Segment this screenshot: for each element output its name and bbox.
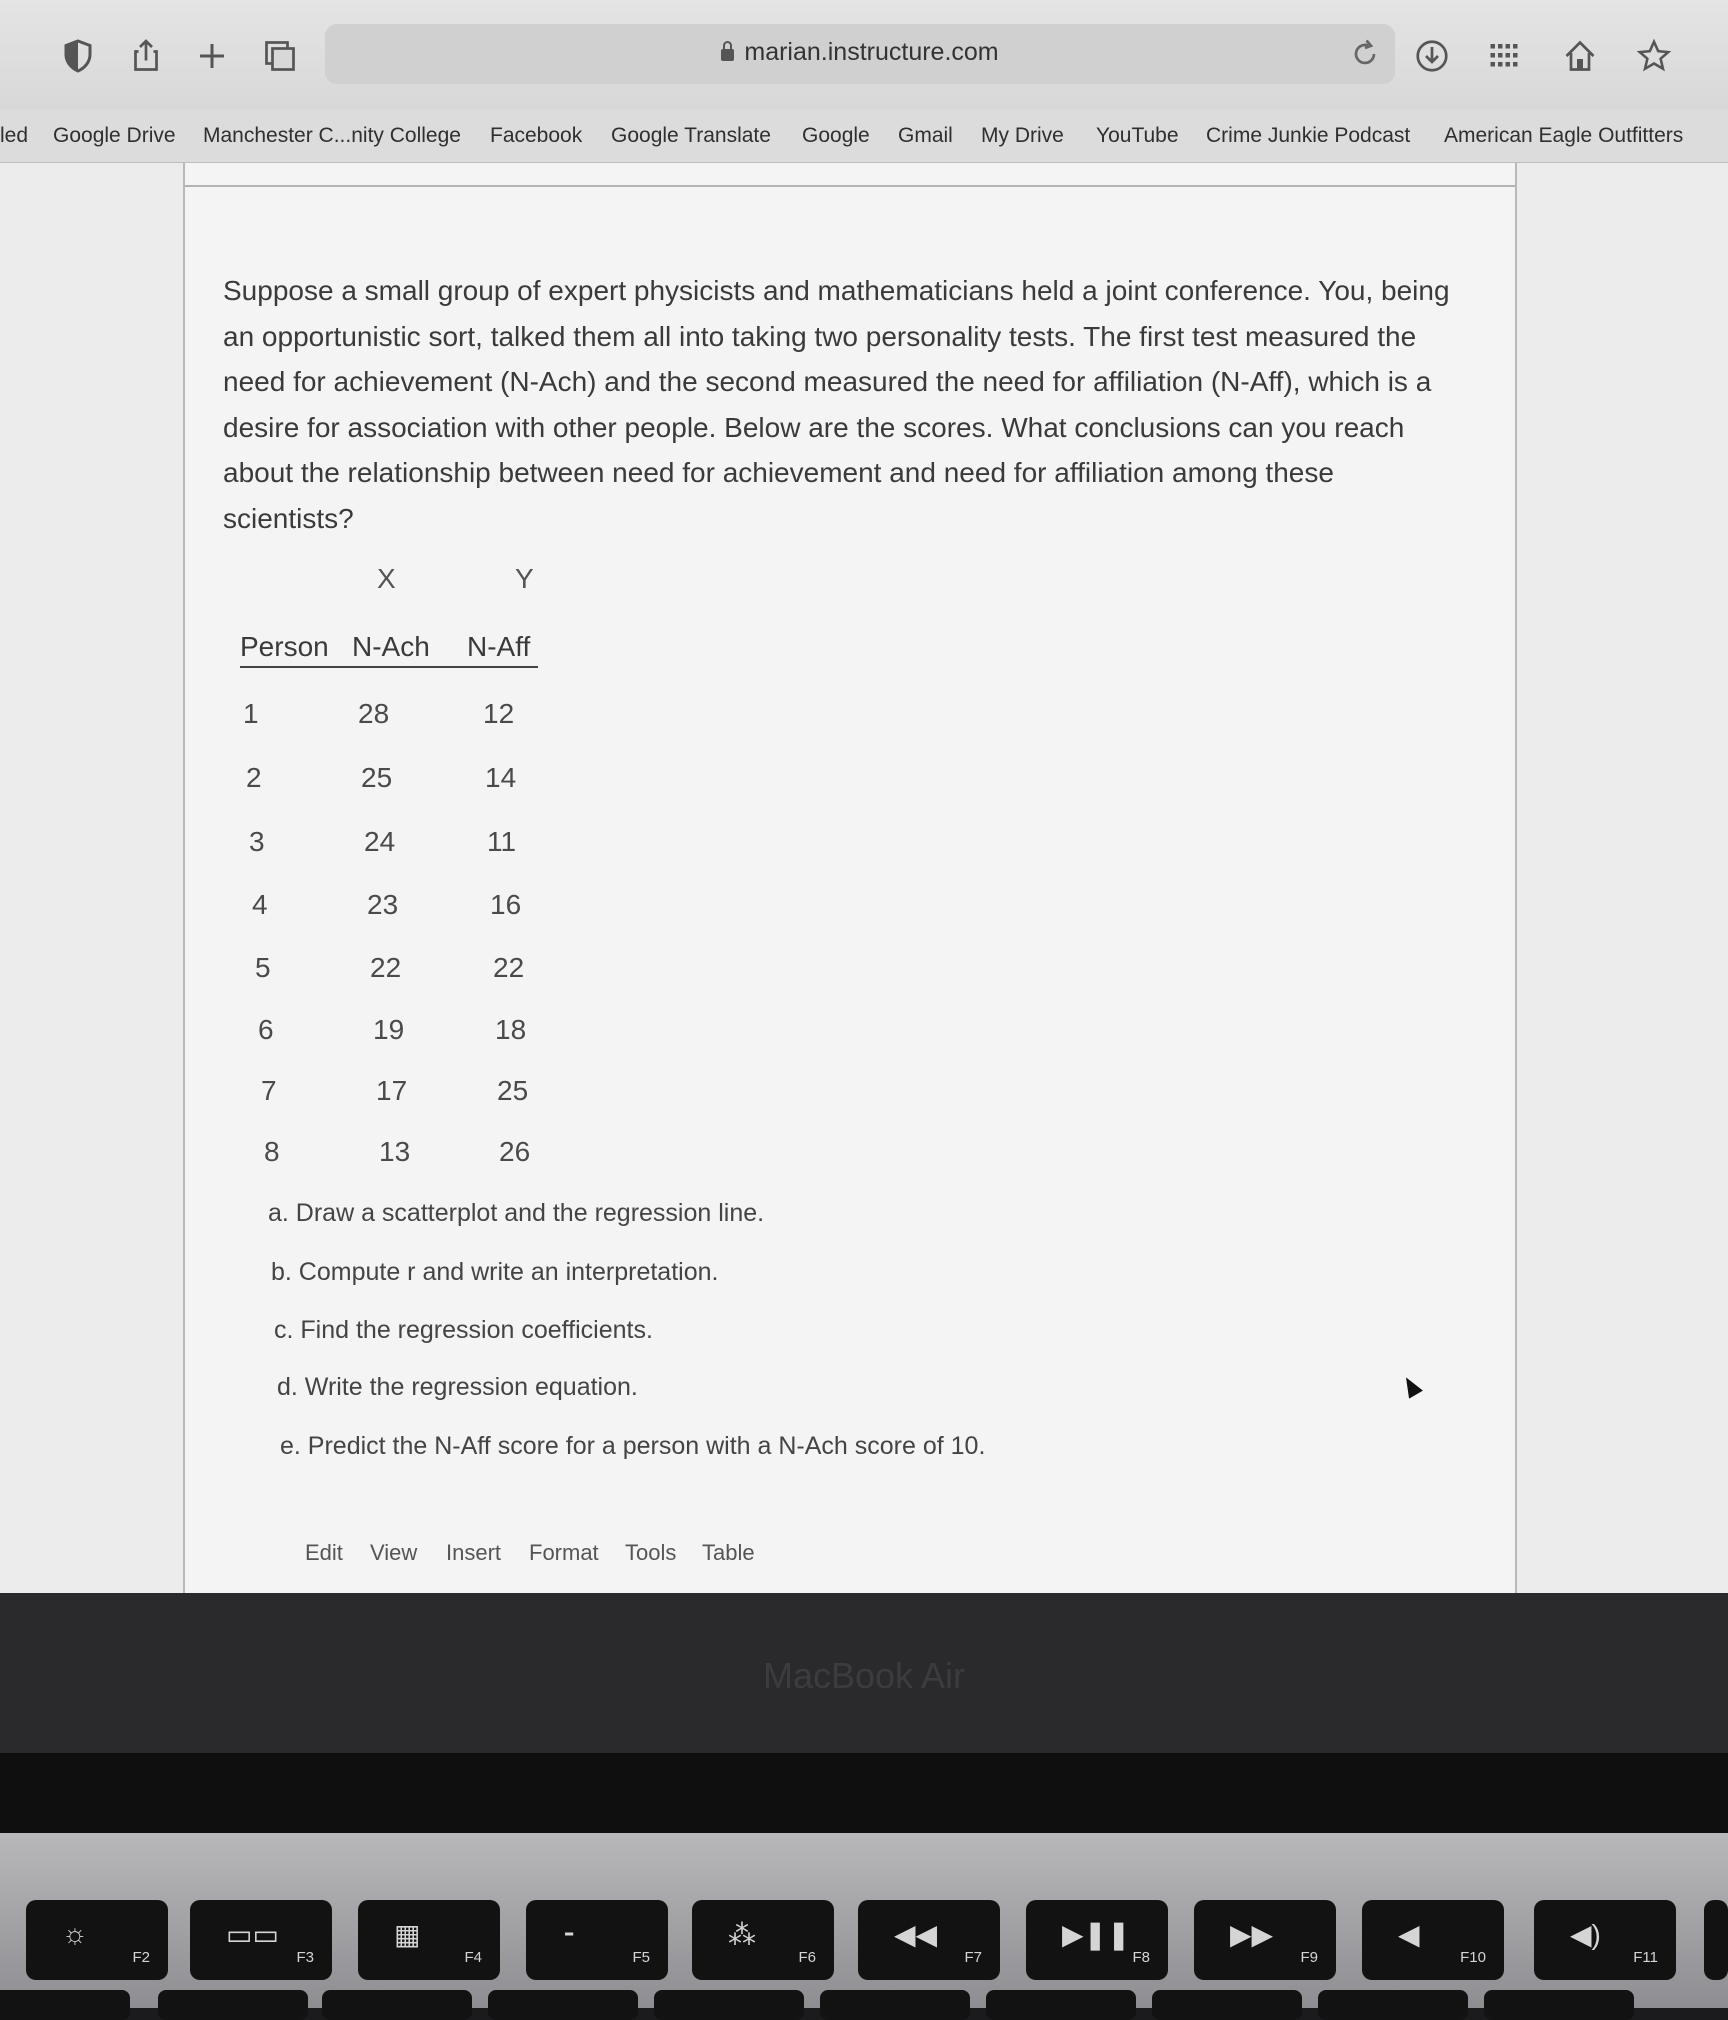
device-brand: MacBook Air (762, 1655, 966, 1696)
table-cell-person: 4 (252, 889, 268, 920)
table-cell-n-aff: 26 (499, 1136, 531, 1167)
question-line: need for achievement (N-Ach) and the second measured the need for affiliation (N-Aff), which is a (223, 366, 1432, 397)
play-pause-icon: ▶❚❚ (1062, 1919, 1131, 1950)
table-cell-n-aff: 22 (493, 952, 525, 983)
keyboard-key[interactable] (158, 1990, 308, 2020)
key-label: F9 (1300, 1949, 1318, 1966)
mute-key[interactable] (1362, 1900, 1504, 1980)
question-line: Suppose a small group of expert physicists and mathematicians held a joint conference. You, being (223, 275, 1450, 306)
url-text: marian.instructure.com (744, 38, 999, 66)
key-label: F7 (964, 1949, 982, 1966)
volume-up-key[interactable] (1704, 1900, 1728, 1980)
browser-toolbar (0, 0, 1728, 110)
menu-view[interactable]: View (370, 1540, 418, 1565)
bookmark-item[interactable]: Google Drive (53, 124, 176, 147)
question-line: desire for association with other people. Below are the scores. What conclusions can you reach (223, 411, 1405, 443)
bookmark-star-icon[interactable] (1632, 34, 1676, 78)
bookmark-item[interactable]: Google Translate (611, 124, 771, 147)
bookmark-item[interactable]: American Eagle Outfitters (1444, 124, 1684, 147)
bookmark-item[interactable]: led (0, 124, 29, 147)
table-cell-n-ach: 17 (376, 1075, 408, 1106)
volume-down-key[interactable] (1534, 1900, 1676, 1980)
fast-forward-icon: ▶▶ (1230, 1919, 1274, 1950)
mission-control-key[interactable] (190, 1900, 332, 1980)
key-label: F3 (296, 1949, 314, 1966)
keyboard-light-down-key[interactable] (526, 1900, 668, 1980)
bookmark-item[interactable]: Gmail (898, 124, 953, 147)
bookmarks-bar (0, 110, 1728, 163)
menu-edit[interactable]: Edit (305, 1540, 343, 1565)
table-cell-n-ach: 22 (370, 952, 402, 983)
volume-down-icon: ◀) (1570, 1919, 1601, 1950)
table-cell-person: 6 (258, 1014, 274, 1045)
privacy-shield-icon[interactable] (56, 34, 100, 78)
question-panel (183, 163, 1517, 1593)
table-cell-n-ach: 28 (358, 698, 390, 729)
laptop-hinge (0, 1753, 1728, 1833)
column-header-person: Person (240, 631, 329, 662)
table-cell-person: 8 (264, 1136, 280, 1167)
table-cell-person: 1 (243, 698, 259, 729)
reload-icon[interactable] (1343, 32, 1387, 76)
key-label: F5 (632, 1949, 650, 1966)
key-label: F11 (1633, 1949, 1658, 1966)
fast-forward-key[interactable] (1194, 1900, 1336, 1980)
table-cell-n-aff: 11 (487, 826, 517, 857)
table-cell-n-ach: 23 (367, 889, 399, 920)
key-label: F10 (1460, 1949, 1486, 1966)
question-text (223, 268, 1483, 541)
keyboard-key[interactable] (1152, 1990, 1302, 2020)
play-pause-key[interactable] (1026, 1900, 1168, 1980)
keyboard-light-up-key[interactable] (692, 1900, 834, 1980)
subquestion-a: a. Draw a scatterplot and the regression line. (268, 1199, 765, 1227)
brightness-up-key[interactable] (26, 1900, 168, 1980)
table-cell-n-ach: 13 (379, 1136, 411, 1167)
column-header-n-aff: N-Aff (467, 631, 531, 662)
rewind-icon: ◀◀ (894, 1919, 938, 1950)
keyboard-key[interactable] (322, 1990, 472, 2020)
key-label: F8 (1132, 1949, 1150, 1966)
menu-insert[interactable]: Insert (446, 1540, 502, 1565)
question-line: an opportunistic sort, talked them all into taking two personality tests. The first test measured the (223, 320, 1417, 352)
keyboard-key[interactable] (986, 1990, 1136, 2020)
menu-tools[interactable]: Tools (625, 1540, 677, 1565)
subquestion-c: c. Find the regression coefficients. (274, 1316, 653, 1344)
key-label: F2 (132, 1949, 150, 1966)
keyboard-key[interactable] (0, 1990, 130, 2020)
lock-icon (721, 49, 734, 61)
table-cell-person: 3 (249, 826, 265, 857)
mouse-cursor (1399, 1373, 1423, 1398)
table-cell-person: 7 (261, 1075, 277, 1106)
bookmark-item[interactable]: YouTube (1096, 124, 1179, 147)
table-cell-n-aff: 16 (490, 889, 522, 920)
table-cell-n-aff: 12 (483, 698, 515, 729)
mute-icon: ◀ (1398, 1919, 1420, 1950)
key-label: F6 (798, 1949, 816, 1966)
brightness-icon: ☼ (62, 1918, 88, 1949)
address-bar[interactable] (325, 24, 1395, 84)
home-icon[interactable] (1558, 34, 1602, 78)
rewind-key[interactable] (858, 1900, 1000, 1980)
bookmark-item[interactable]: Google (802, 124, 870, 147)
table-cell-n-aff: 25 (497, 1075, 529, 1106)
key-label: F4 (464, 1949, 482, 1966)
bookmark-item[interactable]: Facebook (490, 124, 583, 147)
bookmark-item[interactable]: Crime Junkie Podcast (1206, 124, 1411, 147)
keyboard-light-icon: ⁃ (562, 1919, 576, 1950)
column-header-n-ach: N-Ach (352, 631, 430, 662)
table-cell-n-ach: 24 (364, 826, 396, 857)
tabs-overview-icon[interactable] (258, 34, 302, 78)
table-cell-person: 5 (255, 952, 271, 983)
new-tab-icon[interactable] (190, 34, 234, 78)
bookmark-item[interactable]: Manchester C...nity College (203, 124, 461, 147)
keyboard-key[interactable] (488, 1990, 638, 2020)
subquestion-b: b. Compute r and write an interpretation. (271, 1258, 719, 1286)
share-icon[interactable] (124, 34, 168, 78)
url-display[interactable] (325, 38, 1395, 67)
table-cell-n-ach: 19 (373, 1014, 405, 1045)
keyboard-key[interactable] (1318, 1990, 1468, 2020)
launchpad-icon: ▦ (394, 1919, 421, 1950)
keyboard-key[interactable] (820, 1990, 970, 2020)
mission-control-icon: ▭▭ (226, 1919, 279, 1950)
panel-divider (185, 185, 1515, 187)
table-cell-person: 2 (246, 762, 262, 793)
table-cell-n-ach: 25 (361, 762, 393, 793)
laptop-bezel (0, 1593, 1728, 1753)
axis-y-label: Y (515, 563, 534, 594)
question-line: scientists? (223, 502, 354, 534)
app-grid-icon[interactable] (1482, 34, 1526, 78)
menu-format[interactable]: Format (529, 1540, 599, 1565)
keyboard-key[interactable] (1484, 1990, 1634, 2020)
axis-x-label: X (377, 563, 396, 594)
bookmark-item[interactable]: My Drive (981, 124, 1064, 147)
downloads-icon[interactable] (1410, 34, 1454, 78)
subquestion-e: e. Predict the N-Aff score for a person with a N-Ach score of 10. (280, 1432, 986, 1460)
table-cell-n-aff: 14 (485, 762, 517, 793)
keyboard-light-icon: ⁂ (728, 1919, 756, 1950)
keyboard-key[interactable] (654, 1990, 804, 2020)
table-cell-n-aff: 18 (495, 1014, 527, 1045)
subquestion-d: d. Write the regression equation. (277, 1373, 638, 1401)
launchpad-key[interactable] (358, 1900, 500, 1980)
header-underline (240, 666, 538, 668)
menu-table[interactable]: Table (702, 1540, 755, 1565)
question-line: about the relationship between need for achievement and need for affiliation among these (223, 457, 1334, 488)
